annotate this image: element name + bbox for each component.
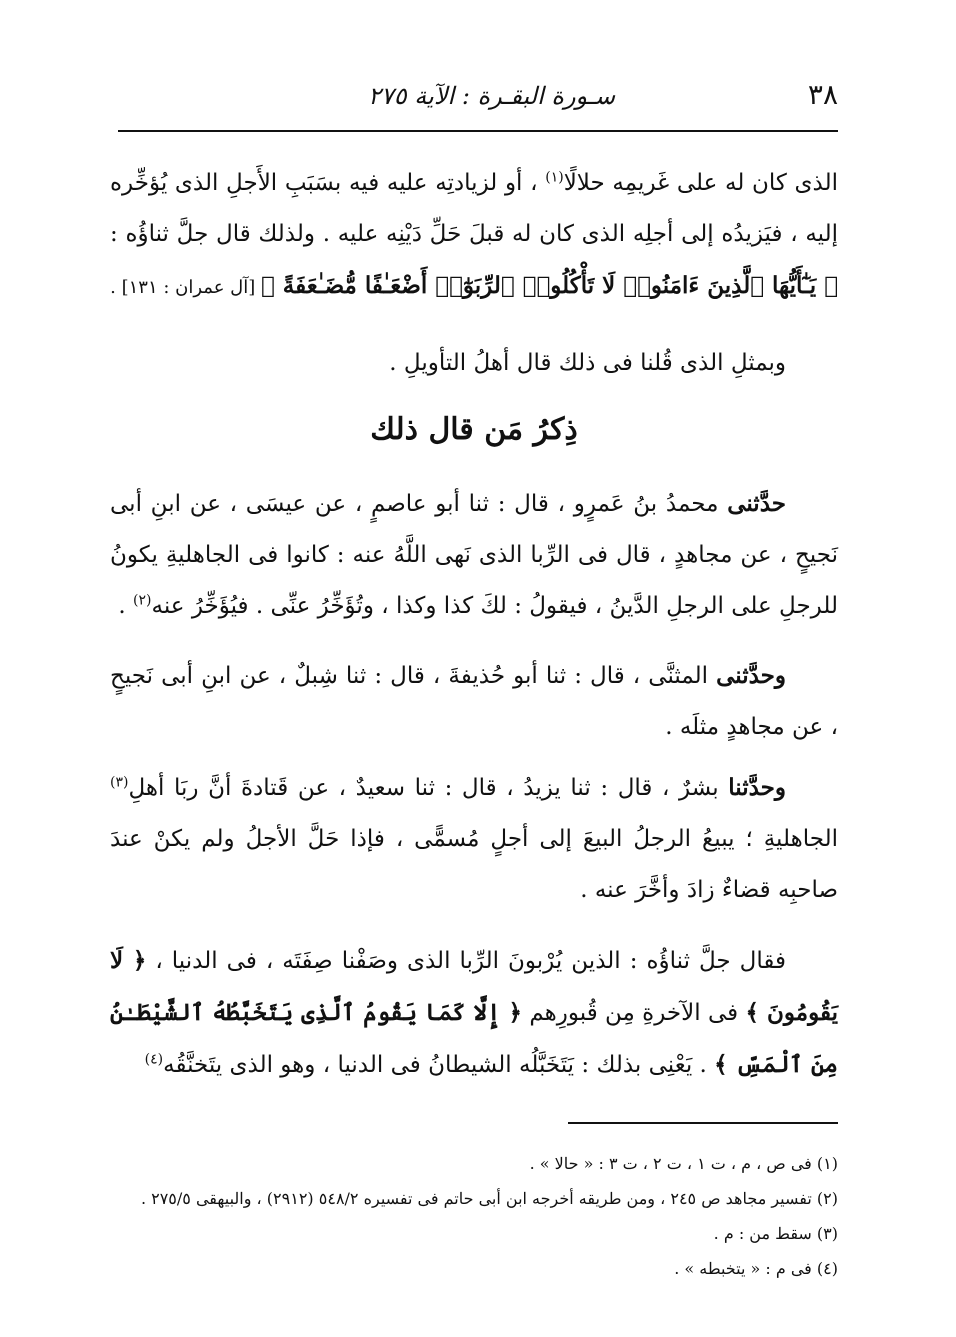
footnote-2: (٢) تفسير مجاهد ص ٢٤٥ ، ومن طريقه أخرجه ابن أبى حاتم فى تفسيره ٥٤٨/٢ (٢٩١٢) ، والبيهقى ٢٧٥/٥ . [140,1189,838,1208]
paragraph-5-text-a: بشرٌ ، قال : ثنا يزيدُ ، قال : ثنا سعيدٌ ، عن قَتادةَ أنَّ ربَا أهلِ [128,775,729,801]
footnotes-list [110,1146,838,1286]
narration-lead-1: حدَّثنى [727,490,786,517]
narration-lead-3: وحدَّثنا [728,774,786,801]
footnote-3: (٣) سقط من : م . [713,1224,838,1243]
paragraph-6-text-a: فقال جلَّ ثناؤُه : الذين يُرْبونَ الرِّبا الذى وصَفْنا صِفَتَه ، فى الدنيا ، [146,948,787,974]
quran-verse-3: ﴿ إِلَّا كَمَا يَقُومُ ٱلَّذِى يَتَخَبَّطُهُ ٱلشَّيْطَـٰنُ مِنَ ٱلْمَسِّ ﴾ [110,999,838,1078]
footnote-marker-4: (٤) [144,1051,164,1068]
footnote-marker-3: (٣) [110,774,129,791]
paragraph-5 [110,762,838,916]
footnote-1: (١) فى ص ، م ، ت ١ ، ت ٢ ، ت ٣ : « حالا » . [529,1154,838,1173]
section-heading: ذِكرُ مَن قال ذلك [370,412,578,447]
verse-reference-1: [آل عمران : ١٣١] . [110,277,261,298]
paragraph-3-text: محمدُ بنُ عَمرٍو ، قال : ثنا أبو عاصمٍ ، عن عيسَى ، عن ابنِ أبى نَجيحٍ ، عن مجاهدٍ ، قال فى الرِّبا الذى نَهى اللَّهُ عنه : كانوا فى الجاهليةِ يكونُ للرجلِ على الرجلِ الدَّينُ ، فيقولُ : لكَ كذا وكذا ، وتُؤَخِّرُ عنِّى . فيُؤَخِّرُ عنه [110,491,838,619]
paragraph-3 [110,478,838,632]
paragraph-4 [110,650,838,753]
footnote-marker-2: (٢) [133,592,152,609]
paragraph-1-text-b: ، أو لزيادتِه عليه فيه بسَبَبِ الأَجلِ الذى يُؤخِّره إليه ، فيَزيدُه إلى أجلِه الذى كان له قبلَ حَلِّ دَيْنِه عليه . ولذلك قال جلَّ ثناؤُه : [110,170,838,247]
footnote-marker-1: (١) [545,169,564,186]
paragraph-6-text-c: . يَعْنِى بذلك : يَتَخَبَّلُه الشيطانُ فى الدنيا ، وهو الذى يتَخنَّقُه [163,1052,715,1078]
paragraph-1 [110,158,838,313]
page-number: ٣٨ [807,78,838,111]
paragraph-3-end: . [118,593,134,619]
quran-verse-2: ﴿ لَا يَقُومُونَ ﴾ [110,947,838,1026]
paragraph-5-text-b: الجاهليةِ ؛ يبيعُ الرجلُ البيعَ إلى أجلٍ مُسمًّى ، فإذا حَلَّ الأجلُ ولم يكنْ عندَ صاحبِه قضاءٌ زادَ وأخَّرَ عنه . [110,826,838,903]
paragraph-6 [110,935,838,1091]
page-header [118,78,838,118]
paragraph-2: وبمثلِ الذى قُلنا فى ذلك قال أهلُ التأويلِ . [389,350,786,376]
running-title: سـورة البقـرة : الآية ٢٧٥ [368,82,616,110]
narration-lead-2: وحدَّثنى [716,662,786,689]
quran-verse-1: ﴿ يَـٰٓأَيُّهَا ٱلَّذِينَ ءَامَنُوا۟ لَا تَأْكُلُوا۟ ٱلرِّبَوٰٓا۟ أَضْعَـٰفًا مُّضَـٰعَفَةً ﴾ [261,272,838,299]
paragraph-4-text: المثنَّى ، قال : ثنا أبو حُذيفةَ ، قال : ثنا شِبلٌ ، عن ابنِ أبى نَجيحٍ ، عن مجاهدٍ مثلَه . [110,663,838,740]
footnote-4: (٤) فى م : « يتخبطه » . [674,1259,838,1278]
footnote-rule [568,1122,838,1124]
paragraph-1-text-a: الذى كان له على غَريمِه حلالًا [563,170,839,196]
header-rule [118,130,838,132]
paragraph-6-text-b: فى الآخرةِ مِن قُبورِهم [522,1000,746,1026]
